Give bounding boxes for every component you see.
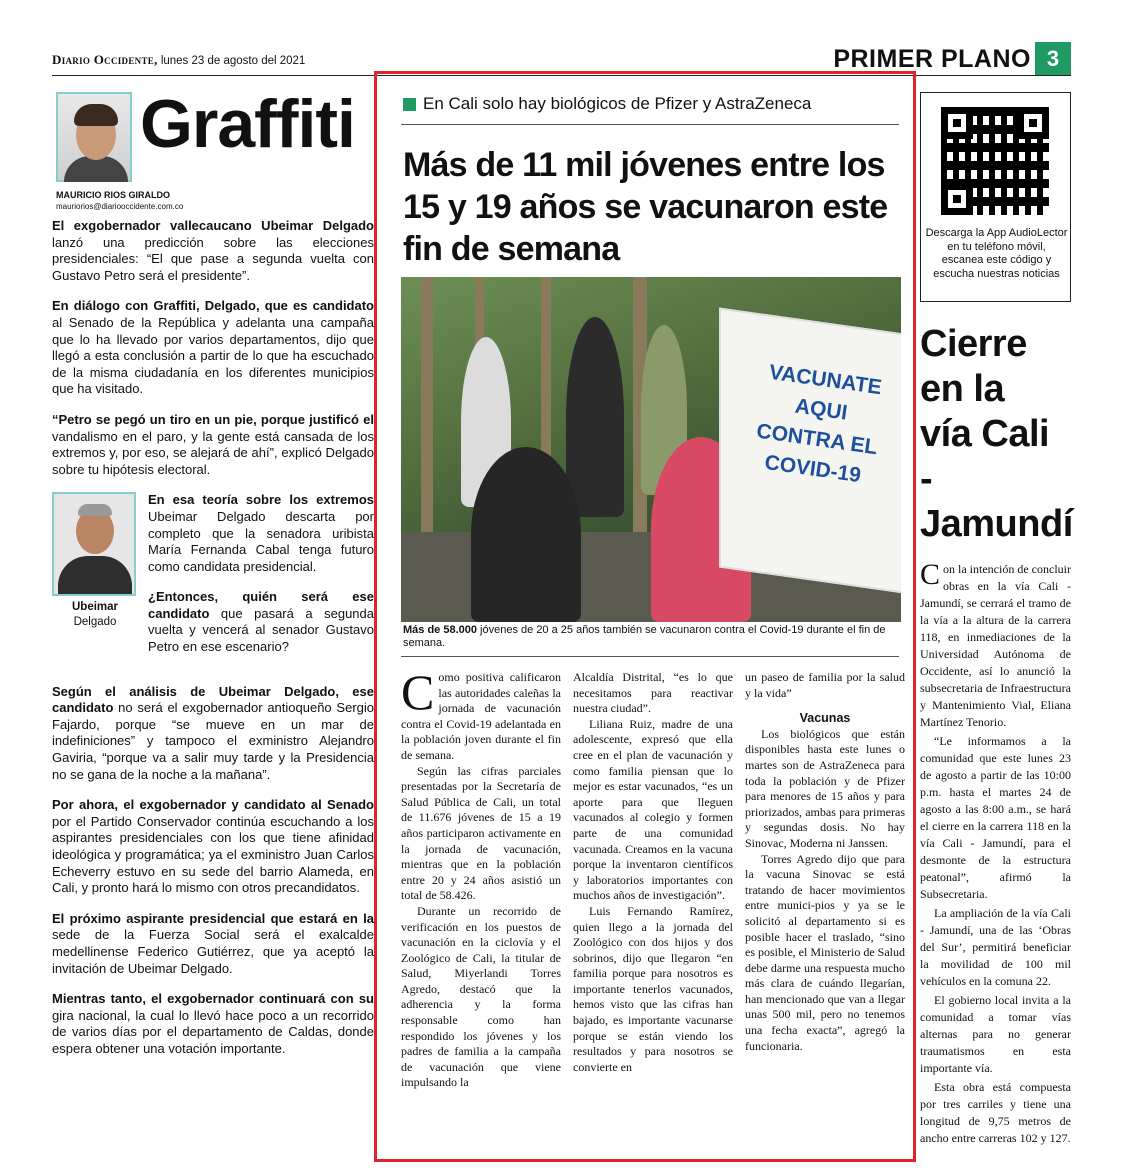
inset-text [148, 492, 374, 669]
graffiti-paragraph: El exgobernador vallecaucano Ubeimar Delgado lanzó una predicción sobre las elecciones presidenciales: “El que pase a segunda vuelta con Gustavo Petro será el presidente”. [52, 218, 374, 283]
column-title: Graffiti [140, 88, 355, 162]
kicker-rule [401, 124, 899, 125]
article-paragraph: Torres Agredo dijo que para la vacuna Sinovac se está tratando de hacer movimientos entre munici-pios y ya se le solicitó al departamento si es posible hacer el traslado, “sino es posible, el Ministerio de Salud debe darme una respuesta mucho más clara de cuándo llegarían, han mencionado que van a llegar unas 500 mil, pero no tenemos una fecha exacta”, agregó la funcionaria. [745, 851, 905, 1053]
article-paragraph: Los biológicos que están disponibles hasta este lunes o martes son de AstraZeneca para toda la población y de Pfizer para menores de 15 años y para priorizados, ambas para primeras y segundas dosis. No hay Sinovac, Moderna ni Janssen. [745, 726, 905, 850]
sign-text: VACUNATE AQUI CONTRA EL COVID-19 [755, 360, 884, 488]
caption-rule [401, 656, 899, 657]
sidebar-paragraph: Esta obra está compuesta por tres carriles y tiene una longitud de 9,75 metros de ancho entre carreras 102 y 127. [920, 1080, 1071, 1145]
graffiti-paragraph: Mientras tanto, el exgobernador continuará con su gira nacional, la cual lo llevó hace poco a un recorrido de varios días por el departamento de Caldas, donde espera obtener una votación importante. [52, 991, 374, 1056]
graffiti-paragraph: ¿Entonces, quién será ese candidato que pasará a segunda vuelta y vencerá al senador Gustavo Petro en ese escenario? [148, 589, 374, 655]
qr-code-icon[interactable] [941, 107, 1049, 215]
inset-caption: Ubeimar Delgado [71, 601, 119, 629]
newspaper-name: Diario Occidente, [52, 52, 158, 67]
drop-cap: C [401, 670, 435, 720]
kicker-square-icon [403, 98, 416, 111]
article-body [401, 670, 905, 1160]
issue-date: lunes 23 de agosto del 2021 [157, 55, 306, 67]
article-paragraph: Durante un recorrido de verificación en los puestos de vacunación en la ciclovía y el Zoológico de Cali, la titular de Salud, Miyerlandi Torres Agredo, destacó que la adherencia y la forma responsable como han respondido los jóvenes y los padres de familia a la campaña de vacunación que viene impulsando la [401, 903, 561, 1090]
qr-promo [920, 92, 1071, 302]
sidebar-paragraph: El gobierno local invita a la comunidad a tomar vías alternas para no generar traumatismos en esta importante vía. [920, 993, 1071, 1075]
article-paragraph: Según las cifras parciales presentadas por la Secretaría de Salud Pública de Cali, un total de 11.676 jóvenes de 15 a 19 años participaron activamente en la jornada de vacunación, mientras que en la población entre 20 y 24 años asistió un total de 58.426. [401, 763, 561, 903]
article-column-2 [573, 670, 733, 1160]
graffiti-header [52, 88, 374, 218]
graffiti-paragraph: El próximo aspirante presidencial que estará en la sede de la Fuerza Social será el exalcalde medellinense Federico Gutiérrez, que ya aceptó la invitación de Ubeimar Delgado. [52, 910, 374, 976]
article-paragraph: Liliana Ruiz, madre de una adolescente, expresó que ella cree en el plan de vacunación y como familia piensan que lo mejor es estar vacunados, “es un aporte para que lleguen vacunados al colegio y formen parte de una comunidad vacunada. Creamos en la vacuna porque la inventaron científicos y laboratorios importantes con muchos años de investigación”. [573, 716, 733, 903]
graffiti-paragraph: En diálogo con Graffiti, Delgado, que es candidato al Senado de la República y adelanta una campaña que lo ha llevado por varios departamentos, dijo que llegó a esta conclusión a partir de lo que ha escuchado de la misma ciudadanía en los diferentes municipios que ha visitado. [52, 298, 374, 397]
author-email: mauriorios@diariooccidente.com.co [56, 202, 184, 211]
sidebar-column [920, 92, 1071, 1149]
article-photo [401, 277, 901, 622]
drop-cap: C [920, 558, 941, 591]
graffiti-paragraph: Según el análisis de Ubeimar Delgado, ese candidato no será el exgobernador antioqueño Sergio Fajardo, porque “se mueve en un mar de indefiniciones” y tampoco el exministro Alejandro Gaviria, “porque va a salir muy tarde y la Presidencia no se gana de la noche a la mañana”. [52, 683, 374, 782]
article-paragraph: Alcaldía Distrital, “es lo que necesitamos para reactivar nuestra ciudad”. [573, 670, 733, 716]
graffiti-inset [52, 492, 374, 669]
article-paragraph: un paseo de familia por la salud y la vida” [745, 670, 905, 700]
masthead [52, 52, 305, 68]
graffiti-paragraph: En esa teoría sobre los extremos Ubeimar Delgado descarta por completo que la senadora uribista María Fernanda Cabal tenga futuro como candidata presidencial. [148, 492, 374, 574]
article-subhead: Vacunas [799, 711, 851, 726]
inset-photo [52, 492, 136, 596]
photo-caption: Más de 58.000 jóvenes de 20 a 25 años también se vacunaron contra el Covid-19 durante el fin de semana. [403, 624, 886, 649]
feature-article [374, 71, 916, 1162]
qr-promo-text: Descarga la App AudioLector en tu teléfono móvil, escanea este código y escucha nuestras noticias [925, 227, 1068, 280]
graffiti-paragraph: Por ahora, el exgobernador y candidato al Senado por el Partido Conservador continúa escuchando a los aspirantes presidenciales con los que tiene afinidad ideológica y programática; ya el exministro Juan Carlos Echeverry estuvo en su sede del barrio Alameda, en Cali, y pronto hará lo mismo con otros precandidatos. [52, 797, 374, 896]
sidebar-paragraph: Con la intención de concluir obras en la vía Cali - Jamundí, se cerrará el tramo de la vía a la altura de la carrera 118, en inmediaciones de la Universidad Autónoma de Occidente, así lo anunció la subsecretaria de Infraestructura y Mantenimiento Vial, Eliana Martínez Tenorio. [920, 558, 1071, 729]
article-column-3 [745, 670, 905, 1160]
sidebar-paragraph: “Le informamos a la comunidad que este lunes 23 de agosto a partir de las 10:00 p.m. hasta el martes 24 de agosto a las 8:00 a.m., se hará el cierre en la carrera 118 en la vía Cali - Jamundí, para el desmonte de la estructura peatonal”, afirmó la Subsecretaria. [920, 734, 1071, 901]
page-number: 3 [1035, 42, 1071, 76]
inset-figure [52, 492, 138, 669]
article-headline: Más de 11 mil jóvenes entre los 15 y 19 años se vacunaron este fin de semana [403, 146, 888, 268]
graffiti-paragraph: “Petro se pegó un tiro en un pie, porque justificó el vandalismo en el paro, y la gente está cansada de los extremos y, por eso, se alejará de ahí”, explicó Delgado sobre tu hipótesis electoral. [52, 411, 374, 477]
article-column-1 [401, 670, 561, 1160]
graffiti-column [52, 88, 374, 1128]
sidebar-paragraph: La ampliación de la vía Cali - Jamundí, una de las ‘Obras del Sur’, permitirá beneficiar la movilidad de 100 mil vehículos en la comuna 22. [920, 906, 1071, 988]
sidebar-headline: Cierre en la vía Cali - Jamundí [920, 323, 1073, 545]
article-paragraph: Como positiva calificaron las autoridades caleñas la jornada de vacunación contra el Covid-19 adelantada en la población joven durante el fin de semana. [401, 670, 561, 762]
sidebar-body [920, 558, 1071, 1147]
section-name: PRIMER PLANO [833, 44, 1031, 73]
article-paragraph: Luis Fernando Ramírez, quien llego a la jornada del Zoológico con dos hijos y dos sobrinos, dijo que llegaron “en familia porque para nosotros es importante tenerlos vacunados, hemos visto que las cifras han bajado, es importante vacunarse porque se están viendo los resultados y para nosotros se convierte en [573, 903, 733, 1074]
article-kicker: En Cali solo hay biológicos de Pfizer y AstraZeneca [403, 94, 811, 114]
author-photo [56, 92, 132, 182]
author-name: MAURICIO RIOS GIRALDO [56, 190, 170, 200]
